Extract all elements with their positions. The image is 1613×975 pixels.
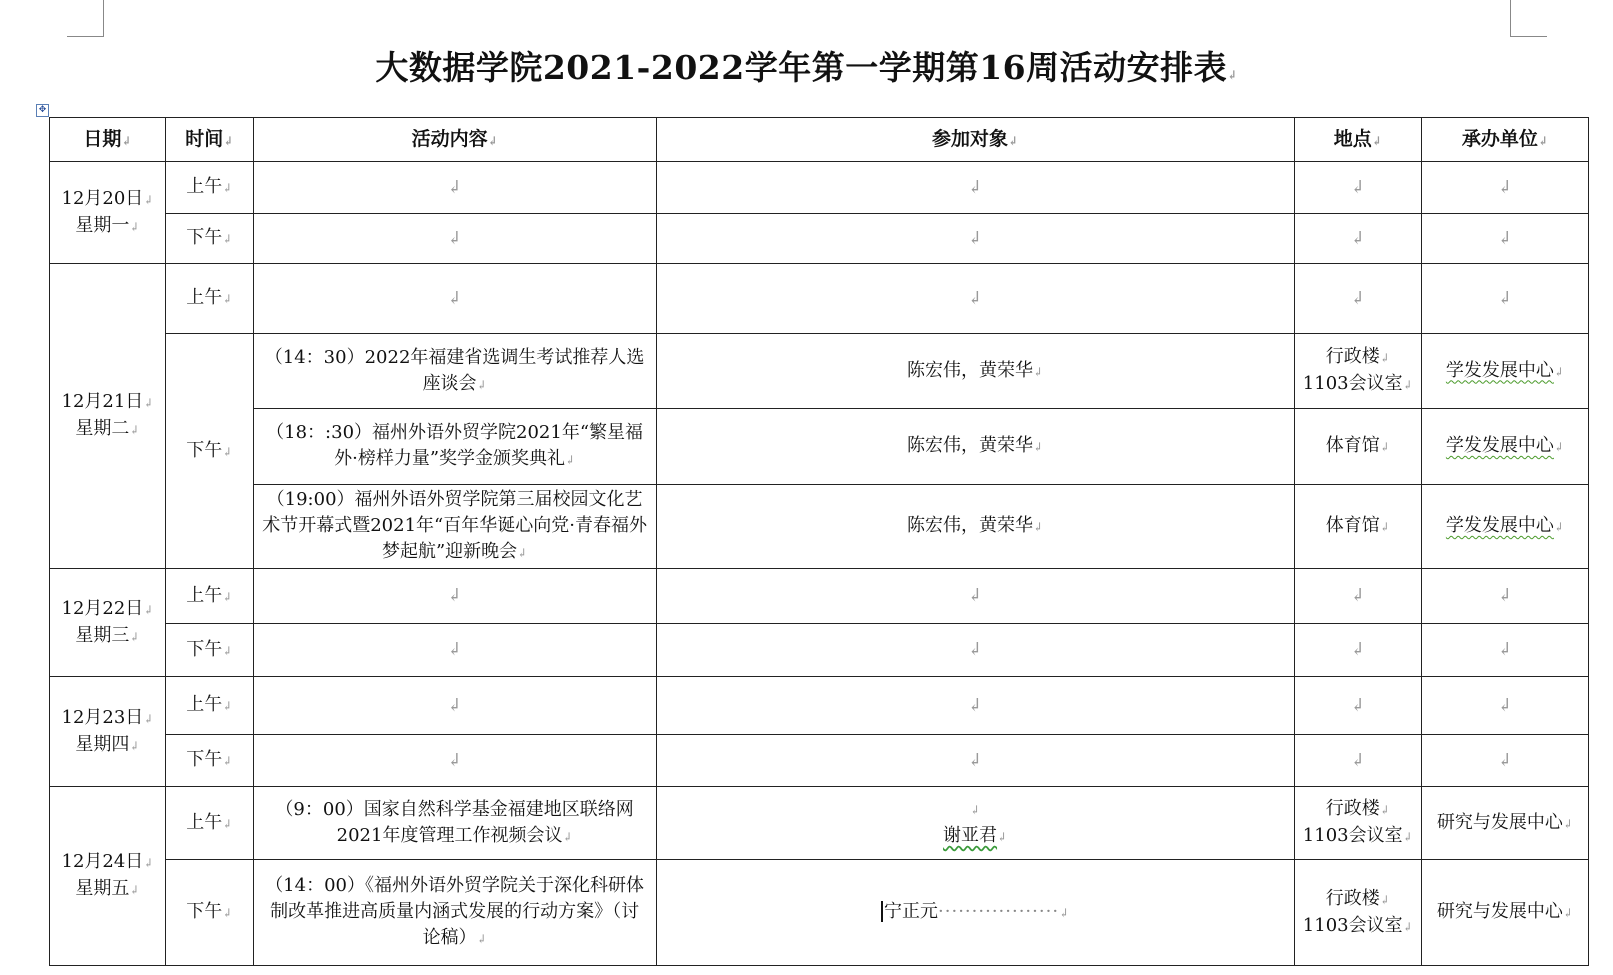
content-cell[interactable]: （9：00）国家自然科学基金福建地区联络网2021年度管理工作视频会议↲ (253, 787, 656, 860)
attendees-cell[interactable]: ↲ 谢亚君↲ (656, 787, 1294, 860)
organizer-cell[interactable]: ↲ (1421, 162, 1588, 214)
crop-mark-top-left (67, 0, 104, 37)
table-row (50, 162, 1589, 214)
table-row (50, 264, 1589, 334)
location-cell[interactable]: 体育馆↲ (1294, 485, 1421, 569)
title-text: 大数据学院2021-2022学年第一学期第16周活动安排表 (375, 48, 1228, 87)
organizer-cell[interactable]: ↲ (1421, 624, 1588, 677)
content-cell[interactable]: ↲ (253, 162, 656, 214)
attendees-cell[interactable]: 陈宏伟，黄荣华↲ (656, 409, 1294, 485)
organizer-cell[interactable]: ↲ (1421, 214, 1588, 264)
period-cell: 下午↲ (165, 735, 253, 787)
attendees-cell[interactable]: ↲ (656, 735, 1294, 787)
period-cell: 下午↲ (165, 214, 253, 264)
content-cell[interactable]: （14：30）2022年福建省选调生考试推荐人选座谈会↲ (253, 334, 656, 409)
crop-mark-top-right (1510, 0, 1547, 37)
location-cell[interactable]: ↲ (1294, 162, 1421, 214)
paragraph-mark: ↲ (1227, 68, 1238, 82)
content-cell[interactable]: （14：00）《福州外语外贸学院关于深化科研体制改革推进高质量内涵式发展的行动方案》（讨论稿）↲ (253, 860, 656, 966)
table-row (50, 860, 1589, 966)
table-row (50, 677, 1589, 735)
content-cell[interactable]: ↲ (253, 214, 656, 264)
period-cell: 上午↲ (165, 787, 253, 860)
organizer-cell[interactable]: 学发发展中心↲ (1421, 409, 1588, 485)
table-row (50, 569, 1589, 624)
attendees-cell[interactable]: ↲ (656, 569, 1294, 624)
location-cell[interactable]: ↲ (1294, 569, 1421, 624)
table-row (50, 735, 1589, 787)
table-row (50, 214, 1589, 264)
attendees-cell[interactable]: ↲ (656, 162, 1294, 214)
content-cell[interactable]: ↲ (253, 624, 656, 677)
attendees-cell[interactable]: 宁正元··················↲ (656, 860, 1294, 966)
location-cell[interactable]: ↲ (1294, 264, 1421, 334)
content-cell[interactable]: ↲ (253, 735, 656, 787)
table-row (50, 334, 1589, 409)
table-move-handle-icon[interactable]: ✥ (36, 104, 49, 117)
organizer-cell[interactable]: 学发发展中心↲ (1421, 334, 1588, 409)
period-cell: 上午↲ (165, 569, 253, 624)
header-attendees: 参加对象↲ (656, 118, 1294, 162)
location-cell[interactable]: ↲ (1294, 624, 1421, 677)
date-cell-mon: 12月20日↲ 星期一↲ (50, 162, 166, 264)
date-cell-thu: 12月23日↲ 星期四↲ (50, 677, 166, 787)
attendees-cell[interactable]: 陈宏伟，黄荣华↲ (656, 334, 1294, 409)
attendees-cell[interactable]: ↲ (656, 624, 1294, 677)
table-row (50, 624, 1589, 677)
attendees-cell[interactable]: ↲ (656, 214, 1294, 264)
location-cell[interactable]: 行政楼↲ 1103会议室↲ (1294, 860, 1421, 966)
attendees-cell[interactable]: 陈宏伟，黄荣华↲ (656, 485, 1294, 569)
attendees-cell[interactable]: ↲ (656, 677, 1294, 735)
organizer-cell[interactable]: 学发发展中心↲ (1421, 485, 1588, 569)
location-cell[interactable]: 行政楼↲ 1103会议室↲ (1294, 787, 1421, 860)
organizer-cell[interactable]: ↲ (1421, 735, 1588, 787)
header-date: 日期↲ (50, 118, 166, 162)
location-cell[interactable]: ↲ (1294, 735, 1421, 787)
table-row (50, 485, 1589, 569)
header-location: 地点↲ (1294, 118, 1421, 162)
location-cell[interactable]: ↲ (1294, 214, 1421, 264)
content-cell[interactable]: ↲ (253, 569, 656, 624)
period-cell: 下午↲ (165, 334, 253, 569)
content-cell[interactable]: ↲ (253, 264, 656, 334)
schedule-table (49, 117, 1589, 966)
organizer-cell[interactable]: ↲ (1421, 569, 1588, 624)
location-cell[interactable]: ↲ (1294, 677, 1421, 735)
organizer-cell[interactable]: ↲ (1421, 264, 1588, 334)
organizer-cell[interactable]: 研究与发展中心↲ (1421, 860, 1588, 966)
location-cell[interactable]: 体育馆↲ (1294, 409, 1421, 485)
period-cell: 上午↲ (165, 677, 253, 735)
table-row (50, 409, 1589, 485)
date-cell-fri: 12月24日↲ 星期五↲ (50, 787, 166, 966)
period-cell: 下午↲ (165, 624, 253, 677)
content-cell[interactable]: （18：:30）福州外语外贸学院2021年“繁星福外·榜样力量”奖学金颁奖典礼↲ (253, 409, 656, 485)
period-cell: 上午↲ (165, 264, 253, 334)
header-content: 活动内容↲ (253, 118, 656, 162)
header-organizer: 承办单位↲ (1421, 118, 1588, 162)
content-cell[interactable]: （19:00）福州外语外贸学院第三届校园文化艺术节开幕式暨2021年“百年华诞心向党·青春福外梦起航”迎新晚会↲ (253, 485, 656, 569)
organizer-cell[interactable]: 研究与发展中心↲ (1421, 787, 1588, 860)
period-cell: 下午↲ (165, 860, 253, 966)
location-cell[interactable]: 行政楼↲ 1103会议室↲ (1294, 334, 1421, 409)
header-time: 时间↲ (165, 118, 253, 162)
organizer-cell[interactable]: ↲ (1421, 677, 1588, 735)
date-cell-tue: 12月21日↲ 星期二↲ (50, 264, 166, 569)
date-cell-wed: 12月22日↲ 星期三↲ (50, 569, 166, 677)
table-row (50, 787, 1589, 860)
header-row (50, 118, 1589, 162)
content-cell[interactable]: ↲ (253, 677, 656, 735)
tab-leader-dots: ·················· (938, 901, 1060, 922)
page-title (0, 42, 1613, 89)
attendees-cell[interactable]: ↲ (656, 264, 1294, 334)
period-cell: 上午↲ (165, 162, 253, 214)
